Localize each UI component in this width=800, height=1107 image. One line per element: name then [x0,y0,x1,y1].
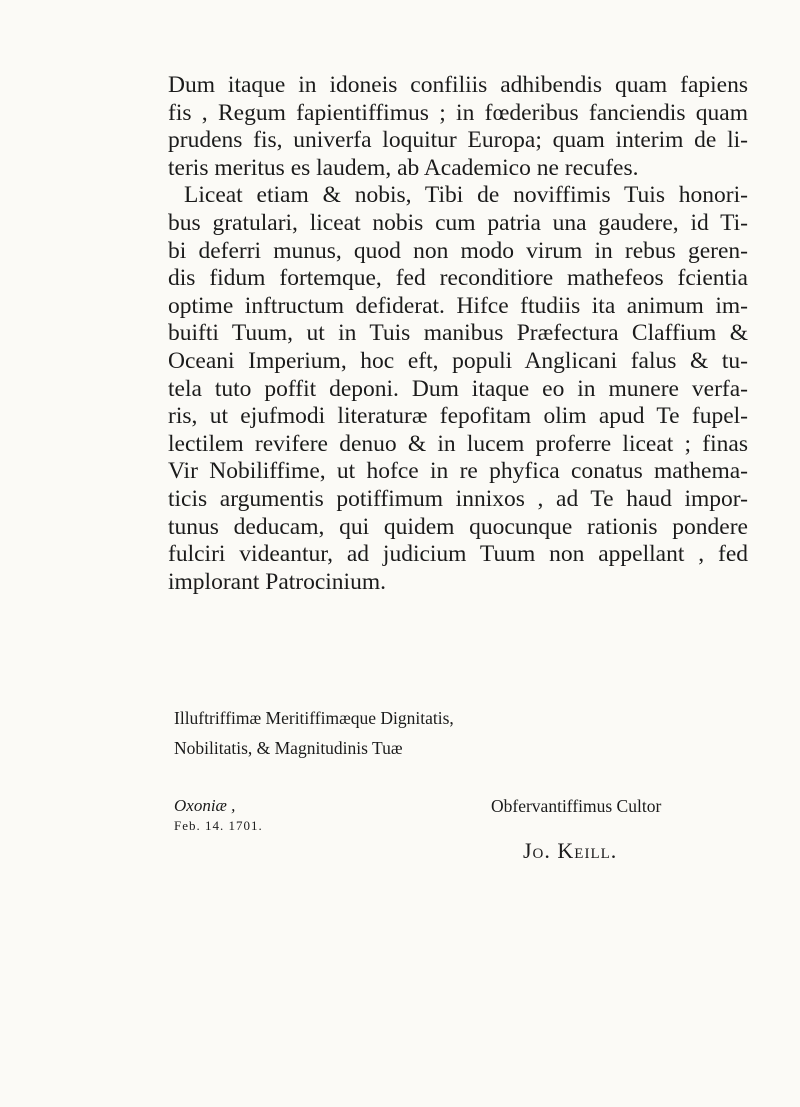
text-line: bi deferri munus, quod non modo virum in rebus geren- [168,237,748,264]
place: Oxoniæ , [174,796,236,815]
text-line: Dum itaque in idoneis confiliis adhibendis quam fapiens [168,72,748,98]
text-line: fulciri videantur, ad judicium Tuum non appellant , fed [168,541,748,568]
text-line: Liceat etiam & nobis, Tibi de noviffimis Tuis honori- [184,182,748,209]
subscription [174,703,454,763]
text-line: fis , Regum fapientiffimus ; in fœderibus fanciendis quam [168,99,748,126]
dedication-text [168,72,748,596]
subscription-line-1: Illuftriffimæ Meritiffimæque Dignitatis, [174,708,454,728]
text-line: lectilem revifere denuo & in lucem proferre liceat ; finas [168,430,748,457]
text-line: dis fidum fortemque, fed reconditiore mathefeos fcientia [168,265,748,292]
subscription-line-2: Nobilitatis, & Magnitudinis Tuæ [174,738,403,758]
text-line: tunus deducam, qui quidem quocunque rationis pondere [168,513,748,540]
text-line: ris, ut ejufmodi literaturæ fepofitam olim apud Te fupel- [168,403,748,430]
text-line: implorant Patrocinium. [168,568,386,595]
text-line: prudens fis, univerfa loquitur Europa; quam interim de li- [168,127,748,154]
text-line: optime inftructum defiderat. Hifce ftudiis ita animum im- [168,292,748,319]
date: Feb. 14. 1701. [174,818,263,833]
text-line: buifti Tuum, ut in Tuis manibus Præfectura Claffium & [168,320,748,347]
closing: Obfervantiffimus Cultor [491,796,662,816]
text-line: tela tuto poffit deponi. Dum itaque eo in munere verfa- [168,375,748,402]
text-line: teris meritus es laudem, ab Academico ne recufes. [168,154,639,181]
text-line: Vir Nobiliffime, ut hofce in re phyfica conatus mathema- [168,458,748,485]
text-line: bus gratulari, liceat nobis cum patria una gaudere, id Ti- [168,209,748,236]
text-line: ticis argumentis potiffimum innixos , ad Te haud impor- [168,485,748,512]
text-line: Oceani Imperium, hoc eft, populi Anglicani falus & tu- [168,347,748,374]
signature: Jo. Keill. [523,838,618,863]
